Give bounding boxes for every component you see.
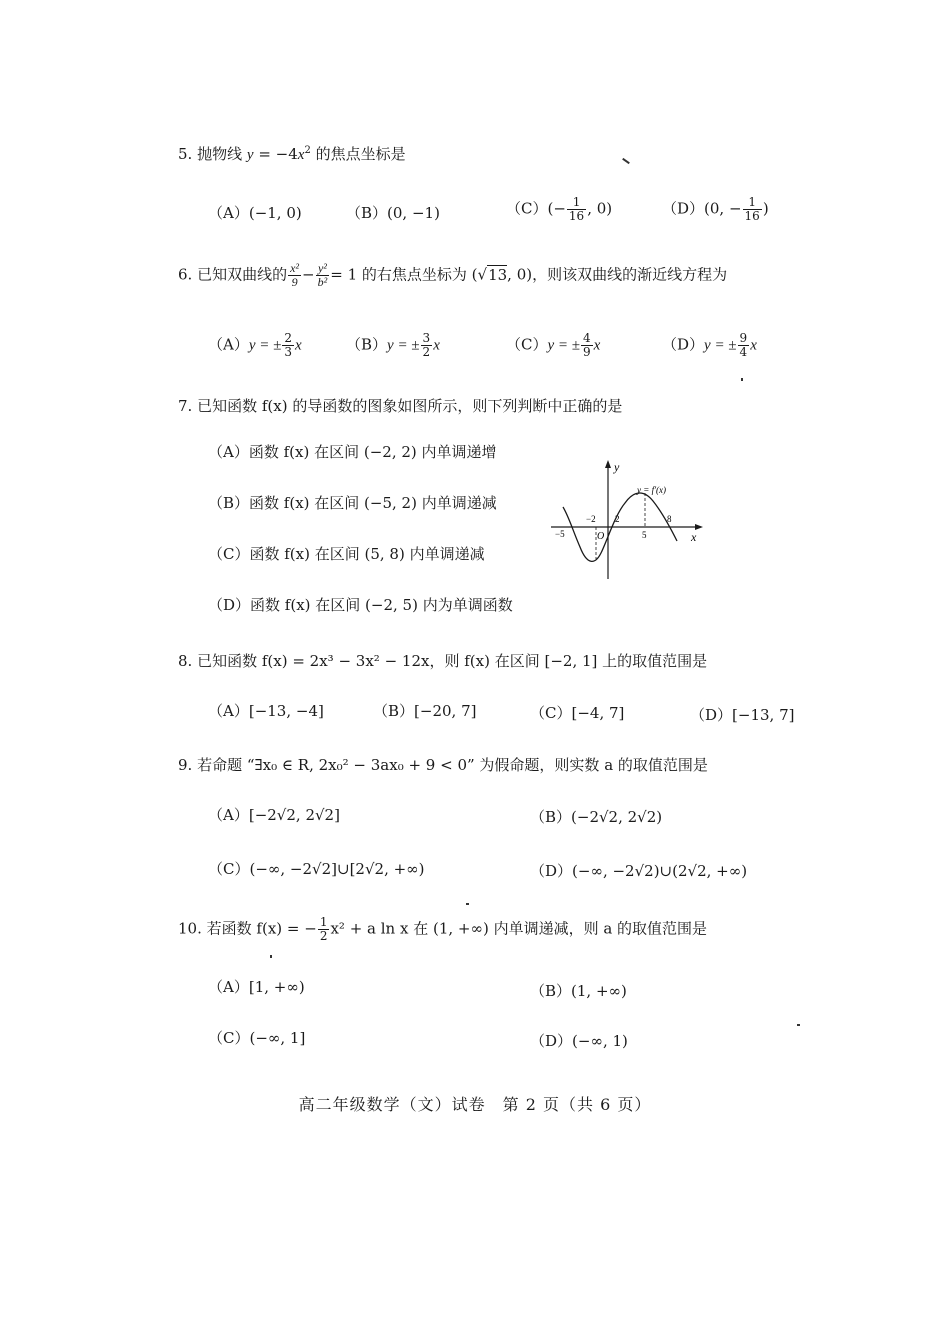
option-text: (−∞, −2√2)∪(2√2, +∞) (572, 862, 748, 880)
option-label: （A） (208, 978, 249, 996)
fraction-denominator: 16 (568, 209, 585, 223)
fraction-numerator: 3 (422, 331, 431, 345)
option-text: x (295, 337, 302, 354)
q5-option-c[interactable] (506, 196, 612, 223)
option-label: （C） (208, 545, 250, 563)
option-text: [1, +∞) (248, 978, 305, 996)
tick-minus-5: −5 (555, 529, 565, 539)
option-text: 函数 f(x) 在区间 (5, 8) 内单调递减 (249, 545, 485, 563)
option-label: （B） (373, 702, 415, 720)
question-number: 7. (178, 397, 193, 415)
fraction (567, 196, 586, 223)
fraction (581, 332, 593, 359)
tick-2: 2 (615, 514, 620, 524)
option-text: (−2√2, 2√2) (571, 808, 663, 826)
option-label: （C） (530, 704, 572, 722)
question-8-stem (178, 650, 707, 671)
fraction-numerator: 1 (567, 196, 586, 210)
y-axis-label: y (614, 460, 620, 474)
q6-option-d[interactable] (662, 332, 757, 359)
stem-text: = 1 的右焦点坐标为 ( (330, 265, 478, 284)
page-footer: 高二年级数学（文）试卷 第 2 页（共 6 页） (298, 1095, 652, 1114)
question-7-stem (178, 395, 622, 416)
option-text: [−20, 7] (414, 702, 477, 720)
stem-text: 若函数 f(x) = − (206, 919, 317, 938)
option-label: （D） (208, 596, 251, 614)
origin-label: O (597, 531, 605, 542)
tick-5: 5 (642, 530, 647, 540)
option-label: （D） (530, 1032, 573, 1050)
fraction (282, 332, 294, 359)
option-text: y = ± (248, 337, 282, 354)
question-10-stem (178, 916, 707, 943)
fraction-numerator: y² (316, 262, 330, 276)
option-label: （A） (208, 702, 249, 720)
option-text: (− (547, 199, 566, 218)
option-text: 函数 f(x) 在区间 (−5, 2) 内单调递减 (249, 494, 497, 512)
q8-option-c[interactable] (530, 702, 624, 723)
option-text: (1, +∞) (571, 982, 627, 1000)
q9-option-d[interactable] (530, 860, 747, 881)
stem-text: 已知函数 f(x) = 2x³ − 3x² − 12x，则 f(x) 在区间 [−2, 1] 上的取值范围是 (197, 652, 708, 670)
q5-option-a[interactable] (208, 202, 302, 223)
fraction-numerator: 1 (319, 915, 328, 929)
q7-option-a[interactable] (208, 441, 497, 462)
option-text: (−∞, 1] (249, 1029, 306, 1047)
option-label: （C） (506, 335, 548, 354)
question-number: 6. (178, 265, 193, 284)
option-label: （B） (346, 335, 388, 354)
option-text: , 0) (587, 199, 613, 218)
q9-option-b[interactable] (530, 806, 662, 827)
stem-text: 抛物线 (197, 145, 243, 163)
q6-option-b[interactable] (346, 332, 440, 359)
option-text: 函数 f(x) 在区间 (−2, 2) 内单调递增 (248, 443, 497, 461)
scan-mark (622, 158, 630, 164)
option-label: （A） (208, 806, 249, 824)
option-label: （D） (662, 199, 705, 218)
fraction-numerator: 2 (284, 331, 292, 345)
curve-label: y = f′(x) (637, 485, 667, 495)
option-text: x (750, 337, 757, 354)
fraction-denominator: 4 (739, 345, 748, 359)
option-text: (−1, 0) (248, 204, 302, 222)
fraction-denominator: 16 (744, 209, 760, 223)
fraction-denominator: b² (317, 275, 328, 289)
option-text: (0, −1) (387, 204, 440, 222)
option-text: (0, − (704, 199, 742, 218)
stem-text: 已知函数 f(x) 的导函数的图象如图所示，则下列判断中正确的是 (197, 397, 623, 415)
scan-mark (466, 903, 469, 905)
q8-option-a[interactable] (208, 700, 324, 721)
scan-mark (797, 1024, 800, 1026)
q6-option-a[interactable] (208, 332, 302, 359)
question-number: 9. (178, 756, 193, 774)
q10-option-b[interactable] (530, 980, 627, 1001)
fraction (743, 196, 762, 223)
option-text: (−∞, −2√2]∪[2√2, +∞) (249, 860, 425, 878)
y-axis-arrow (605, 460, 611, 468)
q9-option-a[interactable] (208, 804, 340, 825)
question-5-stem (178, 143, 406, 164)
x-axis-label: x (691, 530, 697, 544)
option-label: （D） (530, 862, 573, 880)
q7-option-b[interactable] (208, 492, 497, 513)
fraction (288, 262, 301, 289)
stem-text: 已知双曲线的 (197, 265, 288, 284)
fraction-denominator: 2 (422, 345, 431, 359)
fraction (738, 332, 750, 359)
option-label: （D） (662, 335, 705, 354)
question-9-stem (178, 754, 708, 775)
stem-text: 的焦点坐标是 (310, 145, 406, 163)
question-number: 10. (178, 919, 202, 938)
option-text: ) (762, 199, 769, 218)
fraction-numerator: x² (290, 261, 300, 275)
fraction-denominator: 9 (291, 275, 298, 289)
tick-8: 8 (667, 514, 672, 524)
scan-mark (741, 378, 743, 381)
fraction-denominator: 2 (319, 929, 328, 943)
q9-option-c[interactable] (208, 858, 425, 879)
q8-option-d[interactable] (690, 704, 794, 725)
option-label: （A） (208, 204, 249, 222)
tick-minus-2: −2 (586, 514, 596, 524)
option-text: 函数 f(x) 在区间 (−2, 5) 内为单调函数 (250, 596, 513, 614)
option-label: （C） (208, 1029, 250, 1047)
option-text: [−13, −4] (248, 702, 324, 720)
option-label: （B） (208, 494, 250, 512)
q8-option-b[interactable] (373, 700, 476, 721)
stem-text: 若命题 “∃x₀ ∈ R, 2x₀² − 3ax₀ + 9 < 0” 为假命题，则实数 a 的取值范围是 (197, 756, 708, 774)
option-text: [−13, 7] (732, 706, 795, 724)
option-label: （C） (506, 199, 548, 218)
fraction-numerator: 9 (739, 331, 748, 345)
stem-var: x (297, 147, 305, 163)
option-label: （B） (530, 808, 572, 826)
fraction-denominator: 9 (583, 345, 591, 359)
fraction (421, 332, 433, 359)
fraction (316, 262, 330, 289)
sqrt-radicand: 13 (488, 265, 508, 284)
question-number: 5. (178, 145, 193, 163)
option-text: (−∞, 1) (572, 1032, 628, 1050)
q6-option-c[interactable] (506, 332, 600, 359)
option-label: （B） (346, 204, 388, 222)
option-text: y = ± (547, 337, 580, 354)
stem-sup: 2 (304, 145, 311, 156)
option-label: （D） (690, 706, 733, 724)
question-6-stem: 6. 已知双曲线的 $\frac{\text{x²}}{9}$ − $\frac{\text{y²}}{\text{b²}}$ = 1 的右焦点坐标为 (√13, 0)，则该双曲线的渐近线方程为 (178, 261, 728, 289)
q5-option-b[interactable] (346, 202, 440, 223)
option-text: y = ± (387, 337, 420, 354)
fraction (318, 916, 330, 943)
fraction-denominator: 3 (284, 345, 292, 359)
option-text: x (433, 337, 440, 354)
q10-option-a[interactable] (208, 976, 305, 997)
option-label: （C） (208, 860, 250, 878)
q7-option-d[interactable] (208, 594, 513, 615)
q10-option-c[interactable] (208, 1027, 305, 1048)
option-label: （A） (208, 443, 249, 461)
fraction-numerator: 1 (743, 196, 762, 210)
stem-var: y (246, 147, 254, 163)
question-number: 8. (178, 652, 193, 670)
q7-option-c[interactable] (208, 543, 485, 564)
option-text: y = ± (704, 337, 737, 354)
option-label: （B） (530, 982, 572, 1000)
scan-mark (270, 955, 272, 958)
option-text: [−4, 7] (571, 704, 625, 722)
derivative-graph (545, 455, 715, 585)
option-label: （A） (208, 335, 249, 354)
option-text: [−2√2, 2√2] (248, 806, 340, 824)
stem-text: − (302, 265, 315, 284)
fraction-numerator: 4 (583, 331, 591, 345)
q10-option-d[interactable] (530, 1030, 628, 1051)
stem-text: x² + a ln x 在 (1, +∞) 内单调递减，则 a 的取值范围是 (330, 919, 708, 938)
option-text: x (593, 337, 601, 354)
q5-option-d[interactable] (662, 196, 769, 223)
stem-text: , 0)，则该双曲线的渐近线方程为 (507, 265, 728, 284)
stem-text: = −4 (253, 145, 298, 163)
